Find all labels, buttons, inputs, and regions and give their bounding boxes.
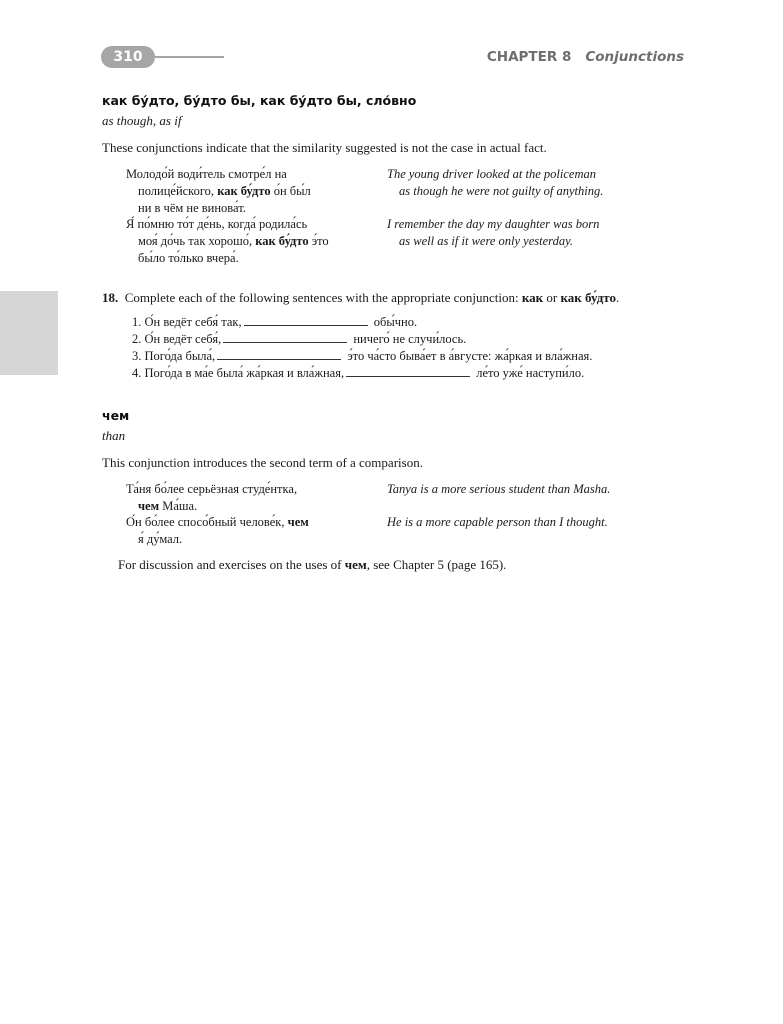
section2-note: For discussion and exercises on the uses of чем, see Chapter 5 (page 165). [118,557,507,572]
section1-example2-ru: Я́ по́мню то́т де́нь, когда́ родила́сь моя́ до́чь так хорошо́, как бу́дто э́то бы́ло то́лько вчера́. [126,217,329,265]
page-number: 310 [101,46,155,68]
section2-gloss: than [102,428,126,443]
section1-intro: These conjunctions indicate that the similarity suggested is not the case in actual fact. [102,140,547,155]
section2-example2-en: He is a more capable person than I thought. [387,515,608,529]
exercise-item: 4. Пого́да в ма́е была́ жа́ркая и вла́жная, ле́то уже́ наступи́ло. [132,366,585,380]
side-thumb-tab [0,291,58,375]
section2-example2-ru: О́н бо́лее спосо́бный челове́к, чем я́ ду́мал. [126,515,309,546]
section1-gloss: as though, as if [102,113,182,128]
exercise-item: 3. Пого́да была́, э́то ча́сто быва́ет в а́вгусте: жа́ркая и вла́жная. [132,349,593,363]
section2-intro: This conjunction introduces the second term of a comparison. [102,455,423,470]
section1-example2-en: I remember the day my daughter was born as well as if it were only yesterday. [387,217,600,248]
section-label: Conjunctions [585,49,684,65]
exercise-instruction: 18. Complete each of the following sentences with the appropriate conjunction: как or как бу́дто. [102,290,620,305]
header-rule [152,56,224,58]
answer-blank[interactable] [217,349,341,360]
exercise-number: 18. [102,290,119,305]
running-head [487,49,684,65]
chapter-label: CHAPTER 8 [486,49,572,65]
section1-example1-en: The young driver looked at the policeman as though he were not guilty of anything. [387,167,604,198]
exercise-item: 2. О́н ведёт себя́, ничего́ не случи́лось. [132,332,467,346]
section2-heading: чем [102,408,130,423]
answer-blank[interactable] [346,366,470,377]
answer-blank[interactable] [223,332,347,343]
answer-blank[interactable] [244,315,368,326]
exercise-item: 1. О́н ведёт себя́ так, обы́чно. [132,315,418,329]
section2-example1-en: Tanya is a more serious student than Masha. [387,482,611,496]
section1-example1-ru: Молодо́й води́тель смотре́л на полице́йского, как бу́дто о́н бы́л ни в чём не винова́т. [126,167,311,215]
section2-example1-ru: Та́ня бо́лее серьёзная студе́нтка, чем Ма́ша. [126,482,298,513]
section1-heading: как бу́дто, бу́дто бы, как бу́дто бы, сло́вно [102,93,417,108]
